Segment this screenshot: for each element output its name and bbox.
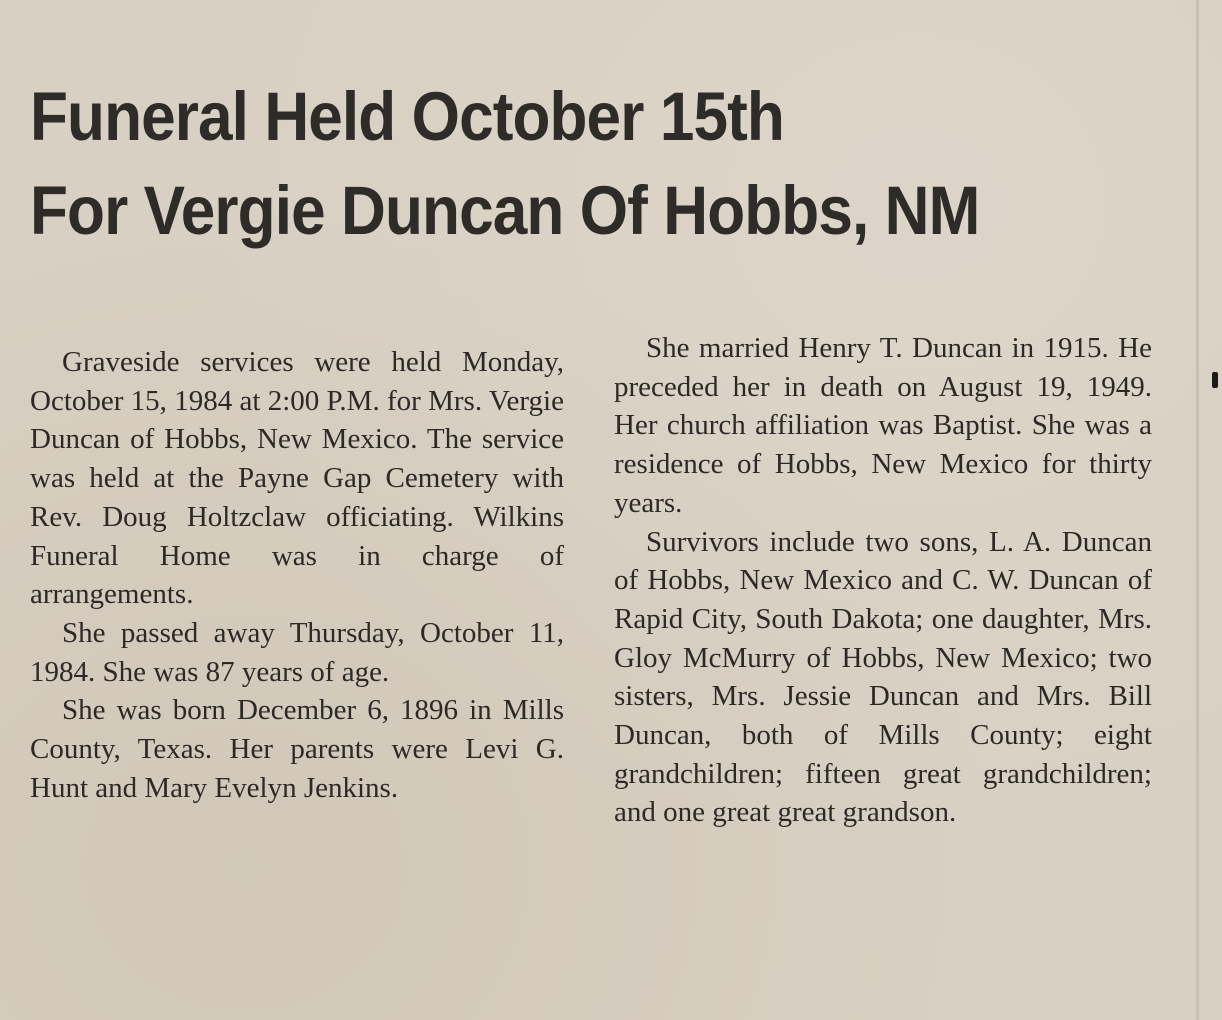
paragraph-passing: She passed away Thursday, October 11, 1984. She was 87 years of age. [30,616,564,688]
paragraph-birth: She was born December 6, 1896 in Mills County, Texas. Her parents were Levi G. Hunt and Mary Evelyn Jenkins. [30,694,564,804]
ink-blemish [1212,372,1218,388]
headline-line-1: Funeral Held October 15th [30,78,784,155]
article-column-left [30,343,564,807]
article-headline [30,70,980,258]
paragraph-services: Graveside services were held Monday, October 15, 1984 at 2:00 P.M. for Mrs. Vergie Duncan of Hobbs, New Mexico. The service was held at the Payne Gap Cemetery with Rev. Doug Holtzclaw officiating. Wilkins Funeral Home was in charge of arrangements. [30,346,564,611]
headline-line-2: For Vergie Duncan Of Hobbs, NM [30,172,980,249]
article-column-right [614,329,1152,832]
paragraph-marriage: She married Henry T. Duncan in 1915. He preceded her in death on August 19, 1949. Her church affiliation was Baptist. She was a residence of Hobbs, New Mexico for thirty years. [614,332,1152,519]
paragraph-survivors: Survivors include two sons, L. A. Duncan of Hobbs, New Mexico and C. W. Duncan of Rapid City, South Dakota; one daughter, Mrs. Gloy McMurry of Hobbs, New Mexico; two sisters, Mrs. Jessie Duncan and Mrs. Bill Duncan, both of Mills County; eight grandchildren; fifteen great grandchildren; and one great great grandson. [614,525,1152,829]
column-divider [1196,0,1199,1020]
